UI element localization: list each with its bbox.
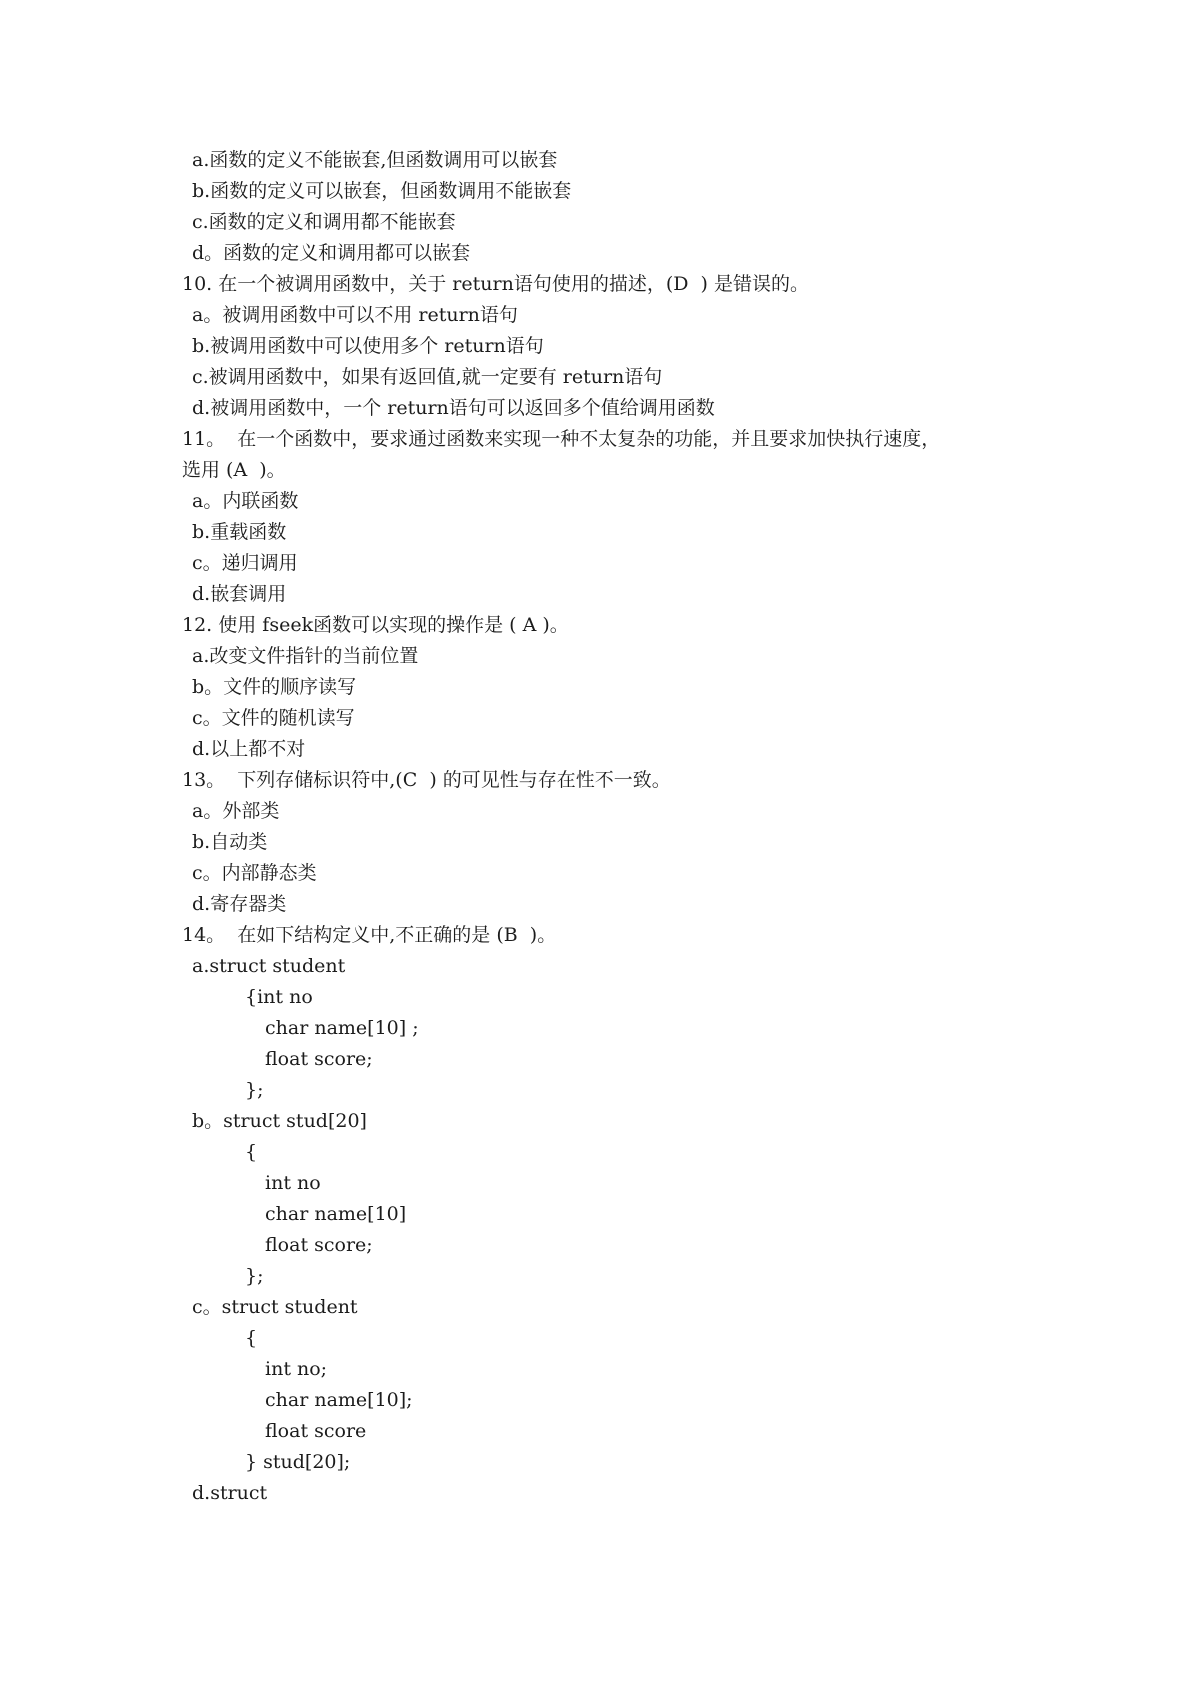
text-line: b.自动类 — [192, 831, 268, 853]
text-line: d.被调用函数中，一个 return语句可以返回多个值给调用函数 — [192, 397, 715, 419]
text-line: float score; — [265, 1234, 373, 1256]
text-line: c。文件的随机读写 — [192, 707, 355, 729]
text-line: c。递归调用 — [192, 552, 298, 574]
text-line: char name[10] ; — [265, 1017, 419, 1039]
text-line: 13。 下列存储标识符中,(C ) 的可见性与存在性不一致。 — [182, 769, 671, 791]
text-line: float score; — [265, 1048, 373, 1070]
text-line: } stud[20]; — [245, 1451, 351, 1473]
text-line: {int no — [245, 986, 313, 1008]
text-line: { — [245, 1141, 258, 1163]
text-line: float score — [265, 1420, 367, 1442]
text-line: a。外部类 — [192, 800, 280, 822]
text-line: 10. 在一个被调用函数中，关于 return语句使用的描述，(D ) 是错误的。 — [182, 273, 809, 295]
text-line: }; — [245, 1265, 264, 1287]
text-line: d.以上都不对 — [192, 738, 306, 760]
text-line: c。struct student — [192, 1296, 358, 1318]
text-line: int no — [265, 1172, 321, 1194]
text-line: d。函数的定义和调用都可以嵌套 — [192, 242, 471, 264]
text-line: a。被调用函数中可以不用 return语句 — [192, 304, 518, 326]
text-line: b。文件的顺序读写 — [192, 676, 357, 698]
text-line: a.改变文件指针的当前位置 — [192, 645, 419, 667]
text-line: 选用 (A )。 — [182, 459, 286, 481]
text-line: b.被调用函数中可以使用多个 return语句 — [192, 335, 544, 357]
text-line: char name[10]; — [265, 1389, 413, 1411]
text-line: 12. 使用 fseek函数可以实现的操作是 ( A )。 — [182, 614, 569, 636]
text-line: c.被调用函数中，如果有返回值,就一定要有 return语句 — [192, 366, 663, 388]
text-line: d.嵌套调用 — [192, 583, 287, 605]
text-line: a.函数的定义不能嵌套,但函数调用可以嵌套 — [192, 149, 558, 171]
text-line: b.函数的定义可以嵌套，但函数调用不能嵌套 — [192, 180, 572, 202]
text-line: a.struct student — [192, 955, 346, 977]
text-line: c。内部静态类 — [192, 862, 317, 884]
text-line: char name[10] — [265, 1203, 407, 1225]
text-line: d.struct — [192, 1482, 268, 1504]
text-line: b。struct stud[20] — [192, 1110, 367, 1132]
text-line: 11。 在一个函数中，要求通过函数来实现一种不太复杂的功能，并且要求加快执行速度， — [182, 428, 941, 450]
text-line: int no; — [265, 1358, 328, 1380]
text-line: { — [245, 1327, 258, 1349]
text-line: }; — [245, 1079, 264, 1101]
text-line: b.重载函数 — [192, 521, 287, 543]
text-line: 14。 在如下结构定义中,不正确的是 (B )。 — [182, 924, 557, 946]
text-line: a。内联函数 — [192, 490, 299, 512]
text-line: c.函数的定义和调用都不能嵌套 — [192, 211, 456, 233]
text-line: d.寄存器类 — [192, 893, 287, 915]
